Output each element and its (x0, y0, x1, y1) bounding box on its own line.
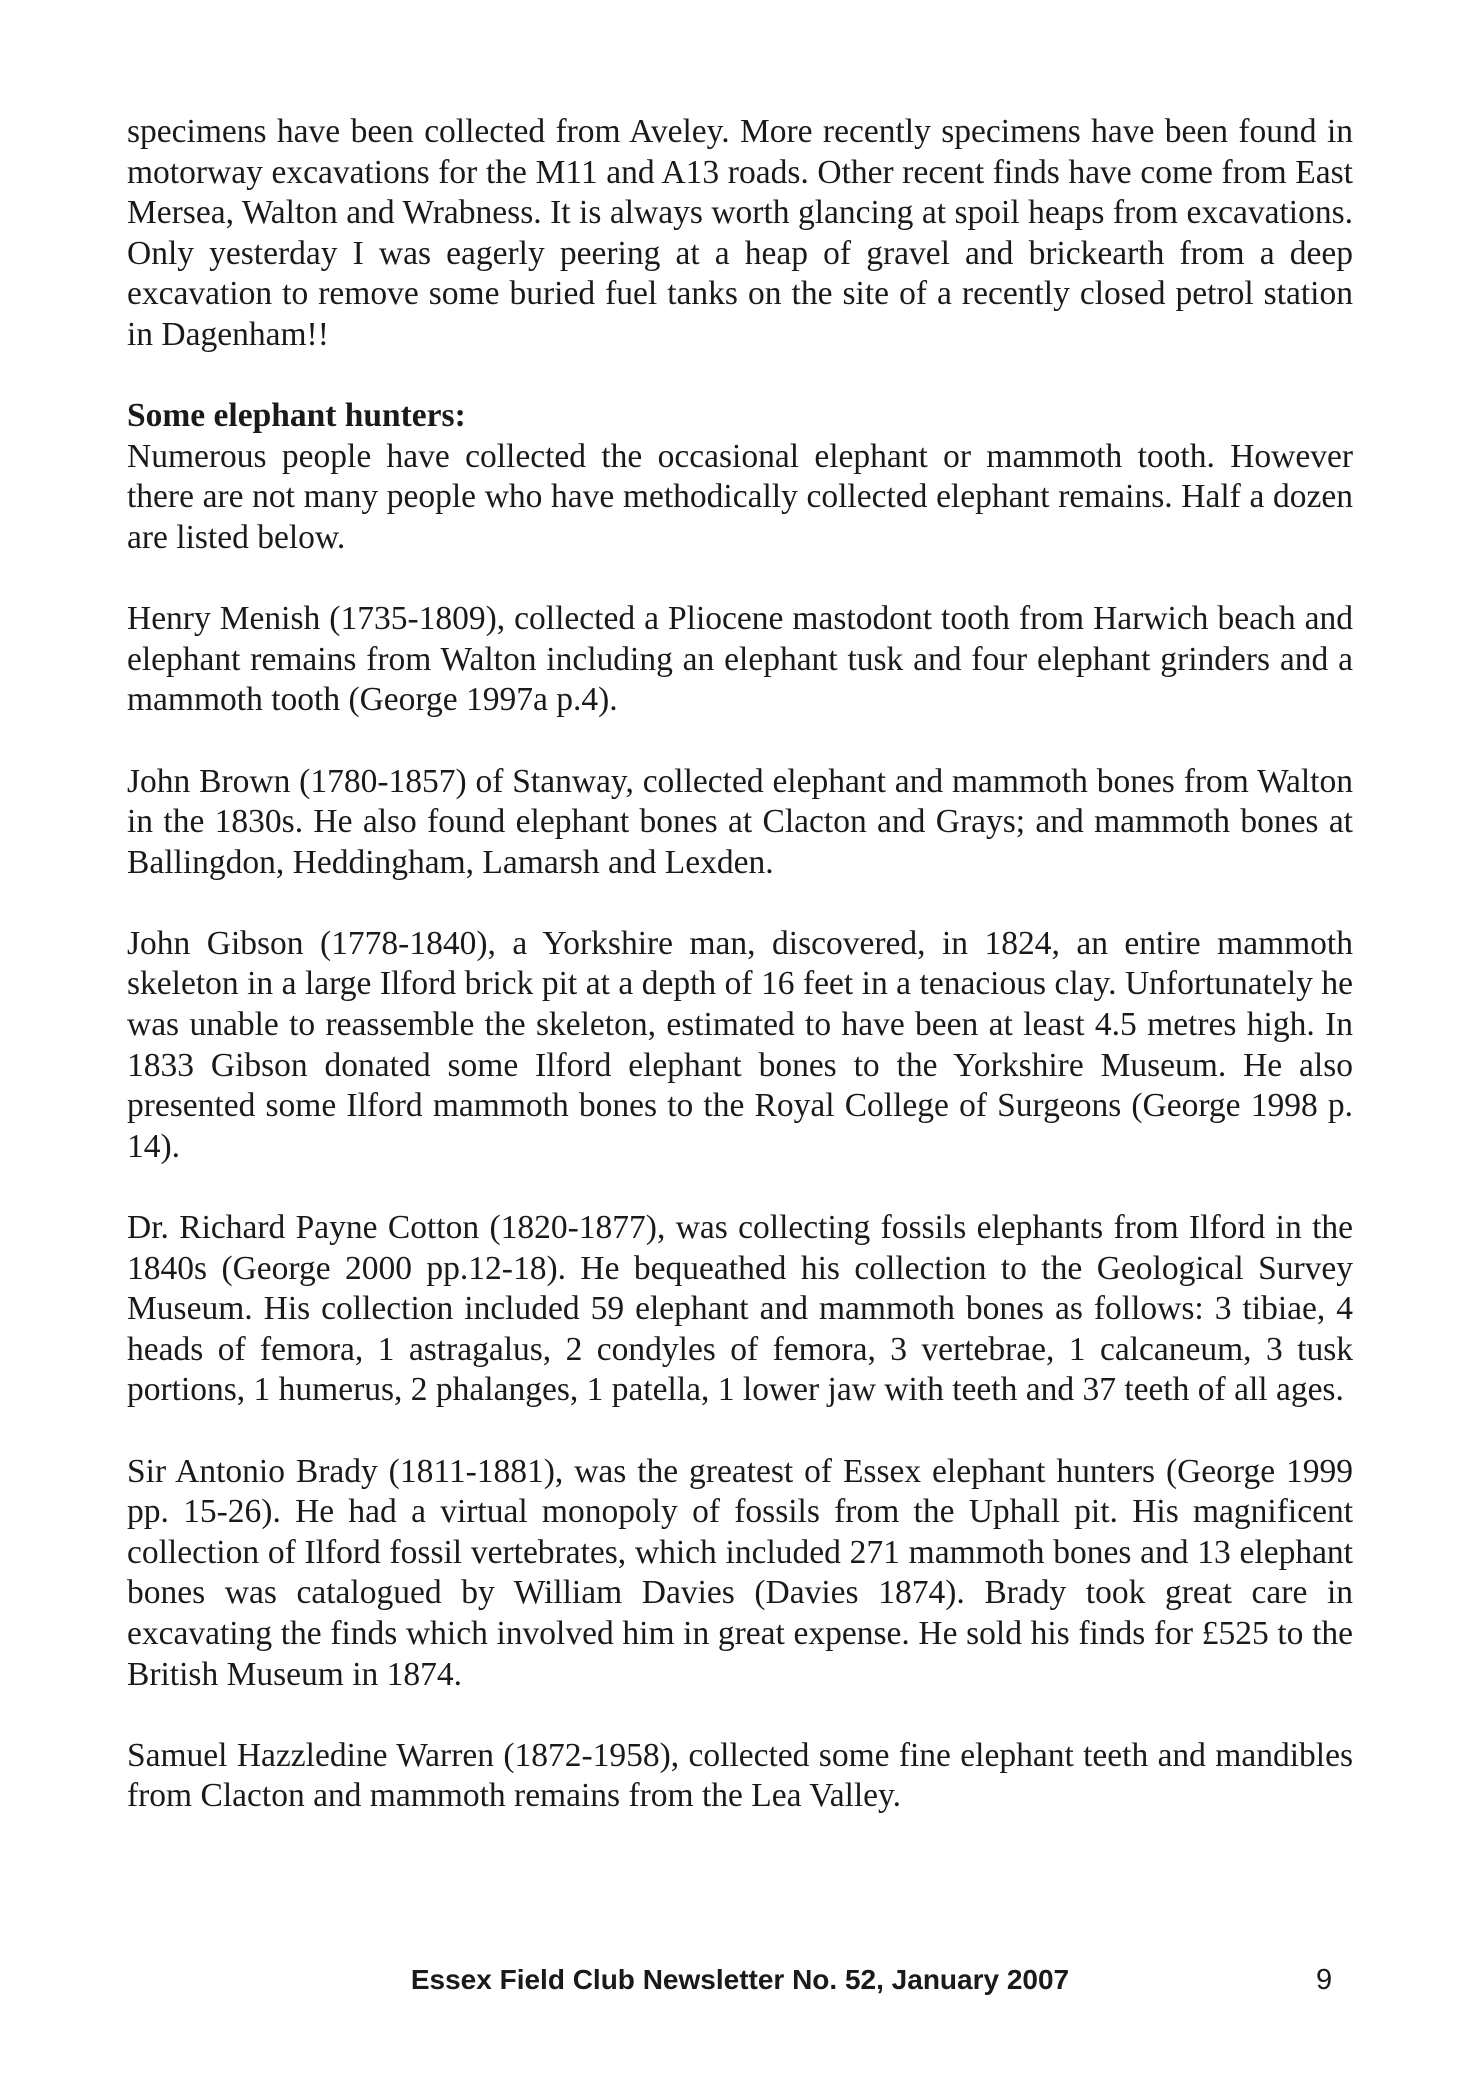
page-number: 9 (1316, 1964, 1333, 1996)
collector-paragraph-brady: Sir Antonio Brady (1811-1881), was the greatest of Essex elephant hunters (George 1999 pp. 15-26). He had a virtual monopoly of fossils from the Uphall pit. His magnificent collection of Ilford fossil vertebrates, which included 271 mammoth bones and 13 elephant bones was catalogued by William Davies (Davies 1874). Brady took great care in excavating the finds which involved him in great expense. He sold his finds for £525 to the British Museum in 1874. (127, 1452, 1353, 1693)
article-body (127, 112, 1353, 1817)
section-intro-paragraph: Numerous people have collected the occasional elephant or mammoth tooth. However there are not many people who have methodically collected elephant remains. Half a dozen are listed below. (127, 437, 1353, 556)
section-heading: Some elephant hunters: (127, 397, 466, 435)
publication-title: Essex Field Club Newsletter No. 52, January 2007 (410, 1964, 1070, 1995)
collector-paragraph-menish: Henry Menish (1735-1809), collected a Pliocene mastodont tooth from Harwich beach and elephant remains from Walton including an elephant tusk and four elephant grinders and a mammoth tooth (George 1997a p.4). (127, 600, 1353, 719)
collector-paragraph-cotton: Dr. Richard Payne Cotton (1820-1877), was collecting fossils elephants from Ilford in the 1840s (George 2000 pp.12-18). He bequeathed his collection to the Geological Survey Museum. His collection included 59 elephant and mammoth bones as follows: 3 tibiae, 4 heads of femora, 1 astragalus, 2 condyles of femora, 3 vertebrae, 1 calcaneum, 3 tusk portions, 1 humerus, 2 phalanges, 1 patella, 1 lower jaw with teeth and 37 teeth of all ages. (127, 1209, 1353, 1409)
page-footer (0, 1964, 1480, 2008)
collector-paragraph-brown: John Brown (1780-1857) of Stanway, collected elephant and mammoth bones from Walton in the 1830s. He also found elephant bones at Clacton and Grays; and mammoth bones at Ballingdon, Heddingham, Lamarsh and Lexden. (127, 762, 1353, 881)
collector-paragraph-gibson: John Gibson (1778-1840), a Yorkshire man, discovered, in 1824, an entire mammoth skeleton in a large Ilford brick pit at a depth of 16 feet in a tenacious clay. Unfortunately he was unable to reassemble the skeleton, estimated to have been at least 4.5 metres high. In 1833 Gibson donated some Ilford elephant bones to the Yorkshire Museum. He also presented some Ilford mammoth bones to the Royal College of Surgeons (George 1998 p. 14). (127, 924, 1353, 1165)
collector-paragraph-warren: Samuel Hazzledine Warren (1872-1958), collected some fine elephant teeth and mandibles from Clacton and mammoth remains from the Lea Valley. (127, 1736, 1353, 1815)
intro-paragraph: specimens have been collected from Aveley. More recently specimens have been found in motorway excavations for the M11 and A13 roads. Other recent finds have come from East Mersea, Walton and Wrabness. It is always worth glancing at spoil heaps from excavations. Only yesterday I was eagerly peering at a heap of gravel and brickearth from a deep excavation to remove some buried fuel tanks on the site of a recently closed petrol station in Dagenham!! (127, 113, 1353, 353)
